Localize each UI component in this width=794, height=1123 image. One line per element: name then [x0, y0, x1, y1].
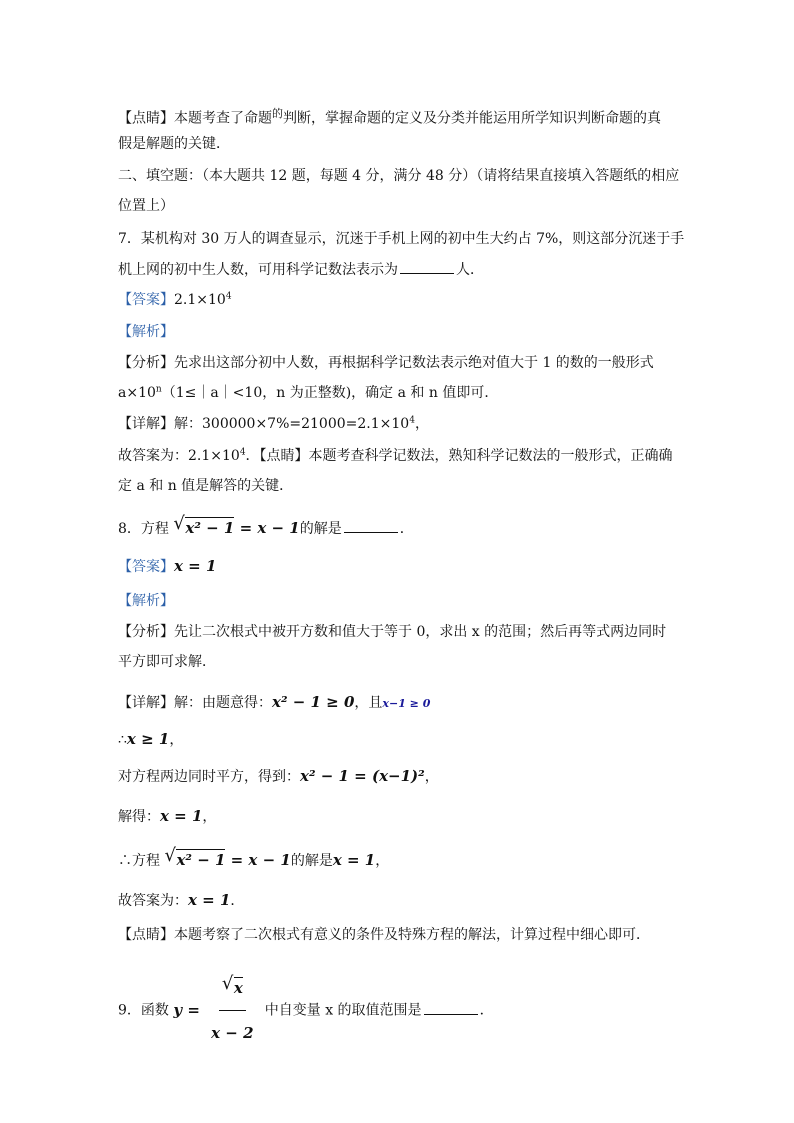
question-8-therefore: ∴x ≥ 1，: [118, 730, 184, 748]
question-8-fenxi-2: 平方即可求解．: [118, 654, 216, 670]
function-math: y = √ $\frac{x}{x - 2}$: [173, 1001, 264, 1019]
question-8-xiangjie: 【详解】解：由题意得：x² − 1 ≥ 0，且x−1 ≥ 0: [118, 693, 431, 711]
question-7-conclusion: 故答案为：$2.1\times 10^4$．【点睛】本题考查科学记数法，熟知科学记数法的一般形式，正确确: [118, 447, 673, 464]
question-8-dianjing: 【点睛】本题考察了二次根式有意义的条件及特殊方程的解法，计算过程中细心即可．: [118, 927, 650, 943]
question-8-therefore-2: ∴方程 √ x² − 1 = x − 1的解是x = 1，: [118, 850, 389, 871]
question-8-analysis-label: 【解析】: [118, 593, 174, 609]
question-9: 9．函数 y = √ $\frac{x}{x - 2}$ 中自变量 x 的取值范围是 ．: [118, 966, 494, 1055]
line-dianjing-prev-2: 假是解题的关键．: [118, 136, 230, 152]
question-7-xiangjie: 【详解】解：$300000\times 7\%=21000=2.1\times 10^4$，: [118, 415, 429, 432]
section-heading-fill-in: 二、填空题：（本大题共 12 题，每题 4 分，满分 48 分）（请将结果直接填入答题纸的相应: [118, 168, 680, 184]
question-7-answer: 【答案】$2.1\times 10^4$: [118, 291, 232, 308]
answer-label: 【答案】: [118, 292, 174, 308]
question-8-square: 对方程两边同时平方，得到：x² − 1 = (x−1)²，: [118, 767, 439, 785]
question-8-solve: 解得：x = 1，: [118, 807, 217, 825]
question-8-answer: 【答案】x = 1: [118, 557, 217, 575]
answer-blank: [400, 259, 454, 274]
question-8: 8．方程 √ x² − 1 = x − 1的解是 ．: [118, 518, 414, 539]
answer-blank: [424, 1000, 478, 1015]
question-7-analysis-label: 【解析】: [118, 324, 174, 340]
question-7-fenxi-2: $a\times 10^n(1\le|a|<10$，n 为正整数)，确定 a 和 n 值即可．: [118, 384, 499, 401]
question-7-line-2: 机上网的初中生人数，可用科学记数法表示为 人．: [118, 259, 484, 280]
question-7-conclusion-2: 定 a 和 n 值是解答的关键．: [118, 478, 294, 494]
question-8-conclusion: 故答案为：x = 1．: [118, 891, 245, 909]
question-8-fenxi-1: 【分析】先让二次根式中被开方数和值大于等于 0，求出 x 的范围；然后再等式两边同时: [118, 624, 667, 640]
section-heading-fill-in-2: 位置上）: [118, 198, 174, 214]
answer-blank: [344, 518, 398, 533]
equation-math: √ x² − 1 = x − 1: [173, 519, 299, 537]
question-7-line-1: 7．某机构对 30 万人的调查显示，沉迷于手机上网的初中生大约占 7%，则这部分沉迷于手: [118, 231, 685, 247]
line-dianjing-prev: 【点睛】本题考查了命题$^的$判断，掌握命题的定义及分类并能运用所学知识判断命题的真: [118, 107, 661, 127]
question-7-fenxi-1: 【分析】先求出这部分初中人数，再根据科学记数法表示绝对值大于 1 的数的一般形式: [118, 355, 654, 371]
